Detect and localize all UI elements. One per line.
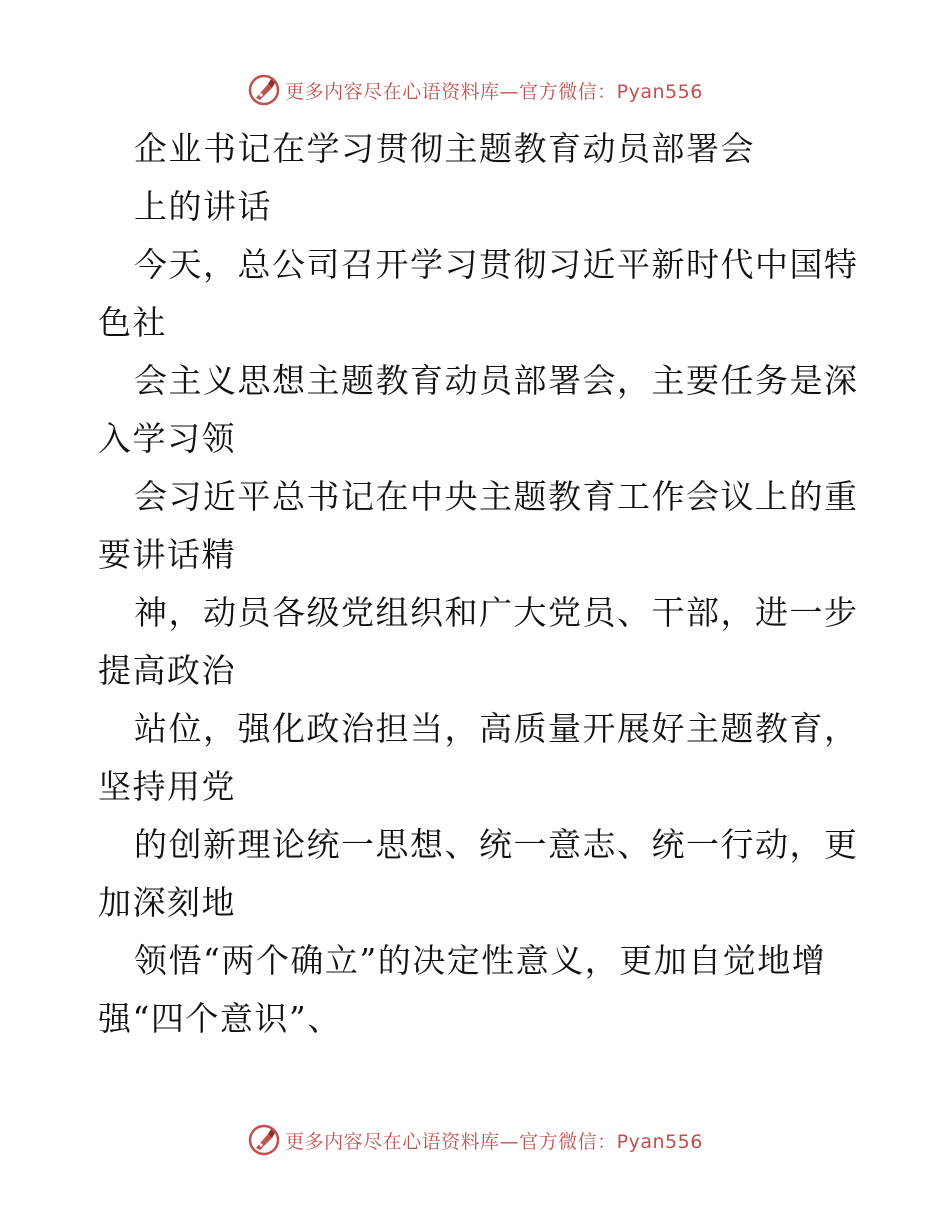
text-line: 要讲话精 xyxy=(98,535,236,574)
text-line: 强“四个意识”、 xyxy=(98,999,342,1038)
pen-nib-logo-icon xyxy=(247,1123,281,1157)
header-watermark xyxy=(0,70,950,110)
text-line: 神，动员各级党组织和广大党员、干部，进一步 xyxy=(134,593,859,632)
document-body xyxy=(98,120,858,1048)
text-line: 加深刻地 xyxy=(98,883,236,922)
text-line: 提高政治 xyxy=(98,651,236,690)
text-line: 上的讲话 xyxy=(134,187,272,226)
text-line: 入学习领 xyxy=(98,419,236,458)
watermark-text: 更多内容尽在心语资料库—官方微信：Pyan556 xyxy=(285,80,703,103)
watermark-text: 更多内容尽在心语资料库—官方微信：Pyan556 xyxy=(285,1130,703,1153)
pen-nib-logo-icon xyxy=(247,73,281,107)
text-line: 今天，总公司召开学习贯彻习近平新时代中国特 xyxy=(134,245,859,284)
text-line: 会习近平总书记在中央主题教育工作会议上的重 xyxy=(134,477,859,516)
footer-watermark xyxy=(0,1120,950,1160)
text-line: 色社 xyxy=(98,303,167,342)
text-line: 站位，强化政治担当，高质量开展好主题教育， xyxy=(134,709,859,748)
text-line: 领悟“两个确立”的决定性意义，更加自觉地增 xyxy=(134,941,827,980)
text-line: 企业书记在学习贯彻主题教育动员部署会 xyxy=(134,129,755,168)
text-line: 会主义思想主题教育动员部署会，主要任务是深 xyxy=(134,361,859,400)
text-line: 坚持用党 xyxy=(98,767,236,806)
text-line: 的创新理论统一思想、统一意志、统一行动，更 xyxy=(134,825,859,864)
